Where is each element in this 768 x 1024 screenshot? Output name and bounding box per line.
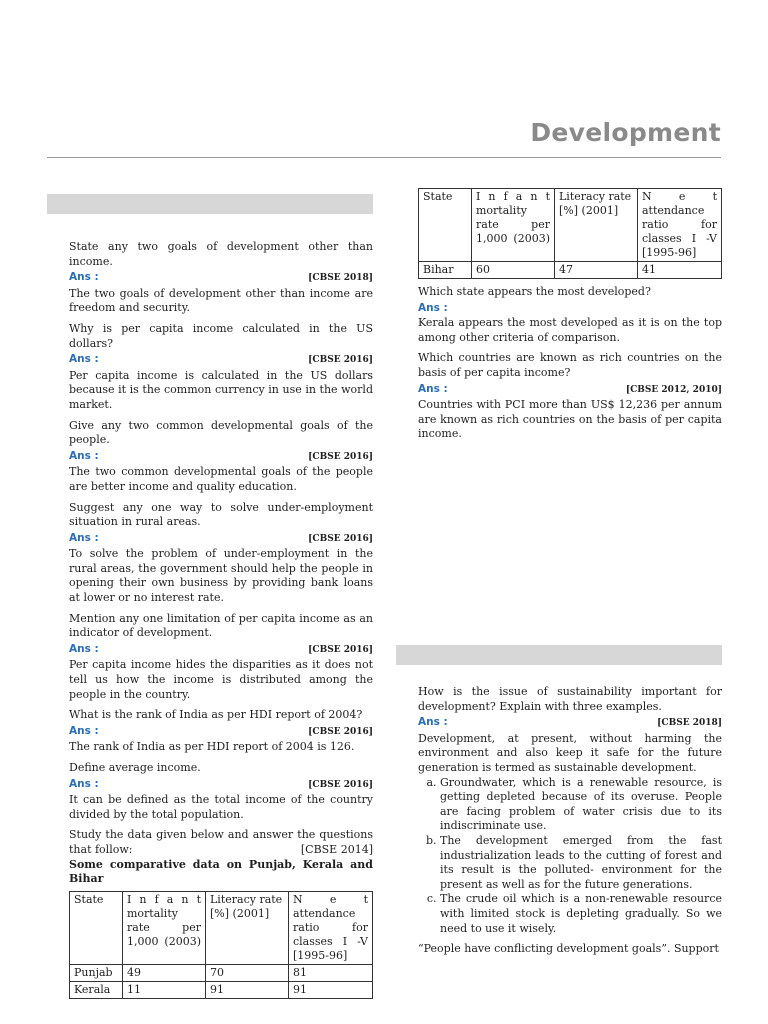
answer-label: Ans : bbox=[69, 271, 99, 284]
answer-label: Ans : bbox=[418, 716, 448, 729]
page-title: Development bbox=[530, 118, 721, 147]
question-source: [CBSE 2018] bbox=[657, 718, 722, 729]
answer-text: Per capita income is calculated in the US dollars because it is the common currency in use in the world market. bbox=[69, 368, 373, 411]
question-source: [CBSE 2012, 2010] bbox=[625, 384, 722, 395]
table-caption: Some comparative data on Punjab, Kerala and Bihar bbox=[69, 857, 373, 886]
answer-label: Ans : bbox=[69, 449, 99, 462]
sustainability-section bbox=[418, 685, 722, 957]
answer-text: The two goals of development other than income are freedom and security. bbox=[69, 286, 373, 315]
answer-label: Ans : bbox=[69, 531, 99, 544]
header-cell: State bbox=[70, 891, 123, 964]
table-cell: Punjab bbox=[70, 964, 123, 981]
table-row bbox=[419, 262, 722, 279]
answer-label-row bbox=[69, 724, 373, 740]
comparison-table-left bbox=[69, 891, 373, 999]
table-cell: 81 bbox=[289, 964, 373, 981]
header-cell: N e t attendance ratio for classes I -V [1995-96] bbox=[638, 189, 722, 262]
example-list bbox=[418, 776, 722, 937]
answer-label-row bbox=[69, 531, 373, 547]
answer-label: Ans : bbox=[69, 724, 99, 737]
left-questions bbox=[69, 240, 373, 822]
section-band-right bbox=[396, 645, 722, 665]
question-text: Why is per capita income calculated in the US dollars? bbox=[69, 321, 373, 350]
answer-label: Ans : bbox=[418, 382, 448, 395]
header-cell: Literacy rate [%] (2001] bbox=[555, 189, 638, 262]
answer-text: To solve the problem of under-employment in the rural areas, the government should help the people in opening their own business by providing bank loans at lower or no interest rate. bbox=[69, 547, 373, 605]
answer-text: The rank of India as per HDI report of 2004 is 126. bbox=[69, 740, 355, 754]
left-column bbox=[69, 234, 373, 999]
table-row bbox=[70, 981, 373, 998]
question-source: [CBSE 2018] bbox=[308, 273, 373, 284]
list-item: b. The development emerged from the fast industrialization leads to the cutting of forest and its result is the polluted- environment for the present as well as for the future generations. bbox=[440, 834, 722, 892]
answer-text: The two common developmental goals of the people are better income and quality education. bbox=[69, 465, 373, 493]
right-column bbox=[418, 188, 722, 442]
question-source: [CBSE 2016] bbox=[308, 451, 373, 462]
answer-label-row bbox=[69, 270, 373, 286]
question-text: Which countries are known as rich countries on the basis of per capita income? bbox=[418, 351, 722, 379]
table-row bbox=[70, 964, 373, 981]
answer-label: Ans : bbox=[69, 353, 99, 366]
list-item: a. Groundwater, which is a renewable resource, is getting depleted because of its overuse. People are facing problem of water crisis due to its indiscriminate use. bbox=[440, 776, 722, 834]
question-source: [CBSE 2016] bbox=[308, 644, 373, 655]
table-header-row bbox=[419, 189, 722, 262]
answer-label: Ans : bbox=[69, 642, 99, 655]
header-cell: I n f a n t mortality rate per 1,000 (2003) bbox=[123, 891, 206, 964]
comparison-table-right bbox=[418, 188, 722, 279]
question-source: [CBSE 2016] bbox=[308, 726, 373, 737]
question-text: Suggest any one way to solve under-employment situation in rural areas. bbox=[69, 500, 373, 529]
study-intro: Study the data given below and answer the questions that follow: [CBSE 2014] bbox=[69, 828, 373, 856]
table-cell: 41 bbox=[638, 262, 722, 279]
answer-label-row bbox=[418, 301, 722, 316]
header-cell: N e t attendance ratio for classes I -V [1995-96] bbox=[289, 891, 373, 964]
answer-label: Ans : bbox=[418, 301, 448, 314]
answer-label-row bbox=[69, 777, 373, 793]
table-cell: Kerala bbox=[70, 981, 123, 998]
table-header-row bbox=[70, 891, 373, 964]
table-cell: 70 bbox=[206, 964, 289, 981]
header-cell: I n f a n t mortality rate per 1,000 (2003) bbox=[472, 189, 555, 262]
question-text: Define average income. bbox=[69, 761, 201, 774]
answer-text: Development, at present, without harming the environment and also keep it safe for the future generation is termed as sustainable development. bbox=[418, 731, 722, 774]
answer-label: Ans : bbox=[69, 777, 99, 790]
answer-text: Per capita income hides the disparities as it does not tell us how the income is distributed among the people in the country. bbox=[69, 658, 373, 701]
answer-label-row bbox=[418, 382, 722, 398]
header-divider bbox=[47, 157, 721, 158]
study-source: [CBSE 2014] bbox=[300, 842, 373, 856]
list-item: c. The crude oil which is a non-renewable resource with limited stock is depleting gradually. So we need to use it wisely. bbox=[440, 892, 722, 936]
question-source: [CBSE 2016] bbox=[308, 355, 373, 366]
right-questions bbox=[418, 285, 722, 442]
question-text: What is the rank of India as per HDI report of 2004? bbox=[69, 708, 363, 722]
table-cell: 11 bbox=[123, 981, 206, 998]
table-cell: 91 bbox=[289, 981, 373, 998]
question-text: “People have conflicting development goals”. Support bbox=[418, 942, 719, 956]
question-source: [CBSE 2016] bbox=[308, 533, 373, 544]
answer-label-row bbox=[418, 715, 722, 731]
answer-text: Kerala appears the most developed as it is on the top among other criteria of comparison. bbox=[418, 316, 722, 344]
question-text: How is the issue of sustainability important for development? Explain with three examples. bbox=[418, 685, 722, 713]
table-cell: 49 bbox=[123, 964, 206, 981]
header-cell: State bbox=[419, 189, 472, 262]
table-cell: 91 bbox=[206, 981, 289, 998]
answer-text: Countries with PCI more than US$ 12,236 per annum are known as rich countries on the basis of per capita income. bbox=[418, 398, 722, 441]
table-cell: Bihar bbox=[419, 262, 472, 279]
section-band-left bbox=[47, 194, 373, 214]
answer-label-row bbox=[69, 642, 373, 658]
question-text: Mention any one limitation of per capita income as an indicator of development. bbox=[69, 611, 373, 640]
question-text: Which state appears the most developed? bbox=[418, 285, 651, 298]
answer-label-row bbox=[69, 352, 373, 368]
answer-text: It can be defined as the total income of the country divided by the total population. bbox=[69, 793, 373, 821]
table-cell: 47 bbox=[555, 262, 638, 279]
question-text: Give any two common developmental goals of the people. bbox=[69, 418, 373, 447]
question-source: [CBSE 2016] bbox=[308, 779, 373, 790]
header-cell: Literacy rate [%] (2001] bbox=[206, 891, 289, 964]
question-text: State any two goals of development other than income. bbox=[69, 240, 373, 268]
table-cell: 60 bbox=[472, 262, 555, 279]
answer-label-row bbox=[69, 449, 373, 465]
